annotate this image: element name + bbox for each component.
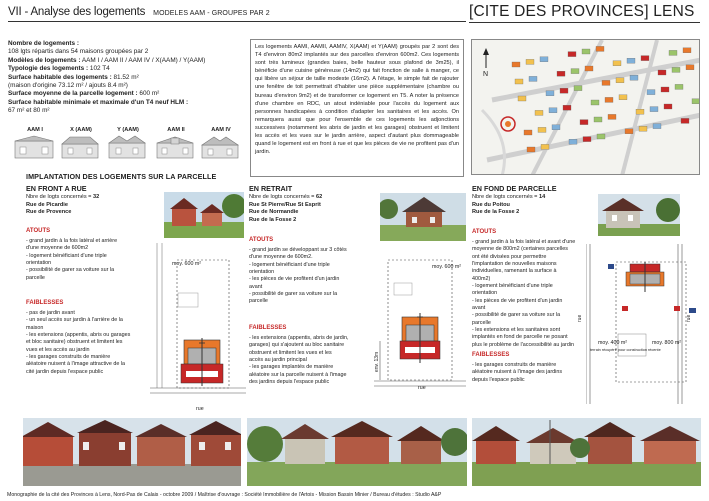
faiblesse-item: et bloc sanitaire) obstruent et limitent les [26, 339, 123, 346]
col3-atouts-list [472, 239, 586, 349]
street-name: Rue du Poitou [472, 201, 510, 208]
plan-house-block [692, 99, 700, 104]
plan-house-block [605, 97, 613, 102]
north-label: N [483, 71, 489, 78]
plan-house-block [524, 130, 532, 135]
site-plan [471, 39, 700, 175]
col1-faiblesses-list [26, 310, 144, 376]
plan-house-block [568, 52, 576, 57]
street-name: Rue St Pierre/Rue St Esprit [249, 201, 321, 208]
plan-house-block [538, 127, 546, 132]
plan-house-block [527, 147, 535, 152]
site-plan-map [472, 40, 700, 175]
count-label: Nbre de logts concernés = [249, 194, 317, 200]
plan-house-block [636, 109, 644, 114]
faiblesse-item: - pas de jardin avant [26, 310, 75, 316]
model-aam2-elevation-icon [155, 135, 195, 159]
col3-faiblesses-list [472, 362, 586, 384]
plan-house-block [526, 59, 534, 64]
atout-item: - les pièces de vie profitent d'un jardin [249, 276, 340, 283]
col3-info [472, 194, 545, 217]
col2-faiblesses-list [249, 335, 374, 386]
street-name: Rue de la Fosse 2 [472, 209, 520, 215]
plan-house-block [597, 134, 605, 139]
col3-surface-a-note: terrain récupéré pour construction récente [590, 348, 661, 352]
col3-title: EN FOND DE PARCELLE [472, 184, 557, 193]
stat-label: Surface moyenne de la parcelle logement : [8, 90, 138, 98]
page-title-text: VII - Analyse des logements [8, 6, 146, 18]
atout-item: - logement bénéficiant d'une triple [472, 283, 553, 290]
col2-street-label: rue [418, 385, 426, 391]
plan-house-block [616, 78, 624, 83]
col1-surface-label: moy. 600 m² [172, 261, 202, 267]
model-label: AAM I [27, 127, 43, 133]
plan-house-block [529, 76, 537, 81]
plan-house-block [602, 80, 610, 85]
col2-surface-label: moy. 600 m² [432, 264, 462, 270]
col2-photo [380, 193, 466, 241]
model-y-aam [107, 127, 149, 159]
atout-item: parcelle [472, 319, 491, 326]
footer-credits: Monographie de la cité des Provinces à Lens, Nord-Pas de Calais - octobre 2009 / Maîtrise d'ouvrage : Société Immobilière de l'Artois - Mission Bassin Minier / Bureau d'études : Studio A&P [7, 492, 442, 498]
col2-info [249, 194, 322, 224]
street-name: Rue de Picardie [26, 201, 68, 208]
col1-atouts-heading: ATOUTS [26, 228, 51, 234]
stat-label: Modèles de logements : [8, 56, 81, 64]
atout-item: - grand jardin à la fois latéral et avant d'une [472, 239, 576, 245]
photo-strip-retrait [247, 418, 467, 486]
atout-item: - logement bénéficiant d'une triple [26, 252, 107, 259]
model-aam4-elevation-icon [200, 135, 240, 159]
plan-house-block [613, 61, 621, 66]
plan-house-block [641, 56, 649, 61]
housing-stats [8, 40, 246, 116]
faiblesse-item: - les extensions (appentis, abris ou garages [26, 332, 131, 339]
model-label: AAM II [167, 127, 185, 133]
model-aam2 [155, 127, 197, 159]
atout-item: orientation [472, 290, 498, 297]
atout-item: - les pièces de vie profitent d'un jardin [472, 297, 563, 304]
plan-house-block [571, 69, 579, 74]
atout-item: ont été divisées pour permettre [472, 253, 547, 260]
count-value: 14 [539, 194, 546, 200]
atout-item: parcelle [26, 274, 45, 281]
plan-house-block [608, 114, 616, 119]
plan-house-block [540, 57, 548, 62]
plan-house-block [585, 66, 593, 71]
street-name: Rue de Normandie [249, 209, 299, 215]
col1-title: EN FRONT A RUE [26, 184, 87, 193]
plan-house-block [580, 120, 588, 125]
faiblesse-item: - les garages implantés de manière [249, 364, 334, 371]
col2-title: EN RETRAIT [249, 184, 293, 193]
atout-item: - possibilité de garer sa voiture sur la [472, 312, 561, 319]
col3-surface-a-label: moy. 400 m² [598, 340, 628, 346]
plan-house-block [619, 95, 627, 100]
description-box: Les logements AAMI, AAMII, AAMIV, X(AAM) et Y(AAM) groupés par 2 sont des T4 d'environ 80m2 implantés sur des parcelles d'environ 600m2. Ces logements sont très lumineux (grandes baies, belle hauteur sous plafond de 3m25), il bénéficie d'une cuisine généreuse (14m2) qui fait fonction de salle à manger, ce qui libère un séjour de taille modeste (16m2). A l'étage, le simple fait de rajouter une fenêtre de toit permettrait d'habiter une pièce supplémentaire (chambre ou bureau d'environ 9m2) et de transformer ce logement en T5. A noter la présence d'une chambre en RDC, un atout indéniable pour l'accès du logement aux personnes handicapées à condition d'adapter les sanitaires et les accès. On remarquera aussi que pour l'ensemble de ces logements les adjonctions successives (notamment les abris de jardin et les garages) obstruent et limitent les accès et les vues sur le jardin arrière, aspect d'autant plus dommageable quand le logement est en front à rue et que les pièces de vie ne profitent pas d'un jardin. [250, 39, 464, 177]
atout-item: orientation [249, 269, 275, 276]
plan-house-block [535, 110, 543, 115]
stat-value: AAM I / AAM II / AAM IV / X(AAM) / Y(AAM) [81, 56, 206, 64]
col2-atouts-heading: ATOUTS [249, 237, 274, 243]
col1-faiblesses-heading: FAIBLESSES [26, 300, 64, 306]
photo-strip-fond [472, 418, 701, 486]
plan-house-block [583, 137, 591, 142]
plan-house-block [653, 124, 661, 129]
atout-item: individuelles, ramenant la surface à [472, 268, 557, 275]
col3-faiblesses-heading: FAIBLESSES [472, 352, 510, 358]
plan-house-block [582, 49, 590, 54]
atout-item: avant [472, 305, 486, 312]
atout-item: moyenne de 800m2 (certaines parcelles [472, 246, 568, 253]
faiblesse-item: garages) qui s'ajoutent au bloc sanitaire [249, 342, 345, 349]
faiblesse-item: - les garages construits de manière [26, 354, 111, 361]
plan-house-block [560, 88, 568, 93]
header-rule-left [8, 21, 466, 22]
atout-item: d'une moyenne de 600m2 [26, 245, 89, 252]
col1-parcel-diagram [150, 243, 246, 405]
stat-label: Nombre de logements : [8, 40, 80, 47]
atout-item: - logement bénéficiant d'une triple [249, 261, 330, 268]
col3-street-label-right: rue [686, 314, 692, 322]
faiblesse-item: accès au jardin principal [249, 357, 307, 364]
stat-value: 600 m² [139, 90, 160, 98]
faiblesse-item: vues et les accès au jardin [26, 346, 90, 353]
plan-house-block [563, 105, 571, 110]
model-label: X (AAM) [70, 127, 92, 133]
col3-street-label: rue [577, 314, 583, 322]
page-subtitle: MODELES AAM - GROUPES PAR 2 [153, 10, 270, 17]
plan-house-block [630, 75, 638, 80]
model-y-aam-elevation-icon [107, 135, 147, 159]
plan-house-block [681, 118, 689, 123]
model-x-aam [60, 127, 102, 159]
photo-strip-front [23, 418, 241, 486]
plan-house-block [574, 86, 582, 91]
atout-item: plus le problème de l'accessibilité au jardin [472, 341, 575, 348]
count-value: 62 [316, 194, 323, 200]
plan-house-block [541, 144, 549, 149]
model-label: AAM IV [211, 127, 231, 133]
count-label: Nbre de logts concernés = [26, 194, 94, 200]
plan-house-block [625, 129, 633, 134]
atout-item: 400m2) [472, 275, 491, 282]
col3-surface-b-label: moy. 800 m² [652, 340, 682, 346]
header-rule-right [469, 22, 700, 23]
plan-house-block [546, 91, 554, 96]
plan-house-block [647, 90, 655, 95]
col3-photo [598, 194, 680, 236]
count-label: Nbre de logts concernés = [472, 194, 540, 200]
faiblesse-item: cité jardin depuis l'espace public [26, 368, 104, 375]
atout-item: avant [249, 283, 263, 290]
faiblesse-item: aléatoire nuisent à l'image des jardins [472, 369, 563, 376]
model-aam4 [200, 127, 242, 159]
atout-item: - possibilité de garer sa voiture sur la [249, 291, 338, 298]
col2-depth-label: env. 13m [374, 351, 380, 372]
plan-house-block [650, 107, 658, 112]
plan-house-block [627, 58, 635, 63]
faiblesse-item: des jardins depuis l'espace public [249, 379, 330, 386]
stat-label: Typologie des logements : [8, 65, 89, 73]
atout-item: - grand jardin se développant sur 3 côtés [249, 247, 347, 253]
plan-house-block [639, 126, 647, 131]
plan-house-block [686, 65, 694, 70]
stat-value: 108 lgts répartis dans 54 maisons groupées par 2 [8, 48, 149, 56]
col1-atouts-list [26, 238, 144, 282]
faiblesse-item: - un seul accès sur jardin à l'arrière de la [26, 317, 123, 324]
faiblesse-item: - les extensions (appentis, abris de jardin, [249, 335, 349, 341]
plan-house-block [518, 96, 526, 101]
atout-item: - possibilité de garer sa voiture sur la [26, 267, 115, 274]
col1-street-label: rue [196, 406, 204, 412]
plan-house-block [569, 139, 577, 144]
plan-house-block [549, 108, 557, 113]
atout-item: l'implantation de nouvelles maisons [472, 261, 557, 268]
atout-item: d'une moyenne de 600m2. [249, 254, 313, 261]
plan-house-block [596, 46, 604, 51]
col2-atouts-list [249, 247, 374, 306]
model-label: Y (AAM) [117, 127, 139, 133]
col2-faiblesses-heading: FAIBLESSES [249, 325, 287, 331]
stat-value: 102 T4 [89, 65, 110, 73]
plan-house-block [594, 117, 602, 122]
implantation-title: IMPLANTATION DES LOGEMENTS SUR LA PARCELLE [26, 172, 217, 181]
atout-item: - les extensions et les sanitaires sont [472, 327, 561, 334]
atout-item: - grand jardin à la fois latéral et arrière [26, 238, 118, 244]
stat-label: Surface habitable des logements : [8, 73, 112, 81]
stat-value: 67 m² et 80 m² [8, 107, 50, 115]
plan-house-block [683, 48, 691, 53]
atout-item: parcelle [249, 298, 268, 305]
stat-label: Surface habitable minimale et maximale d'un T4 neuf HLM : [8, 98, 189, 106]
street-name: Rue de la Fosse 2 [249, 216, 297, 223]
model-aam1-elevation-icon [14, 135, 54, 159]
atout-item: implantés en fond de parcelle ne posant [472, 334, 568, 341]
atout-item: orientation [26, 260, 52, 267]
col1-info [26, 194, 99, 217]
plan-house-block [669, 50, 677, 55]
plan-house-block [512, 62, 520, 67]
plan-house-block [515, 79, 523, 84]
faiblesse-item: aléatoire sur la parcelle nuisent à l'image [249, 371, 347, 378]
col3-atouts-heading: ATOUTS [472, 229, 497, 235]
model-x-aam-elevation-icon [60, 135, 100, 159]
street-name: Rue de Provence [26, 209, 72, 215]
page-title [8, 6, 270, 18]
plan-house-block [675, 84, 683, 89]
stat-value: 81.52 m² [113, 73, 139, 81]
model-aam1 [14, 127, 56, 159]
site-title: [CITE DES PROVINCES] LENS [469, 3, 695, 20]
plan-house-block [591, 100, 599, 105]
faiblesse-item: aléatoire nuisent à l'image attractive de la [26, 361, 126, 368]
faiblesse-item: depuis l'espace public [472, 376, 525, 383]
stat-note: (maison d'origine 73.12 m² / ajouts 8.4 m²) [8, 82, 128, 90]
count-value: 32 [93, 194, 100, 200]
faiblesse-item: - les garages construits de manière [472, 362, 557, 368]
col3-parcel-diagram [586, 244, 704, 404]
plan-house-block [664, 104, 672, 109]
plan-house-block [661, 87, 669, 92]
plan-house-block [552, 125, 560, 130]
plan-house-block [672, 67, 680, 72]
col2-parcel-diagram [374, 255, 466, 405]
col1-photo [164, 192, 244, 238]
plan-house-block [658, 70, 666, 75]
faiblesse-item: obstruent et limitent les vues et les [249, 349, 332, 356]
plan-house-block [557, 71, 565, 76]
faiblesse-item: maison [26, 324, 44, 331]
